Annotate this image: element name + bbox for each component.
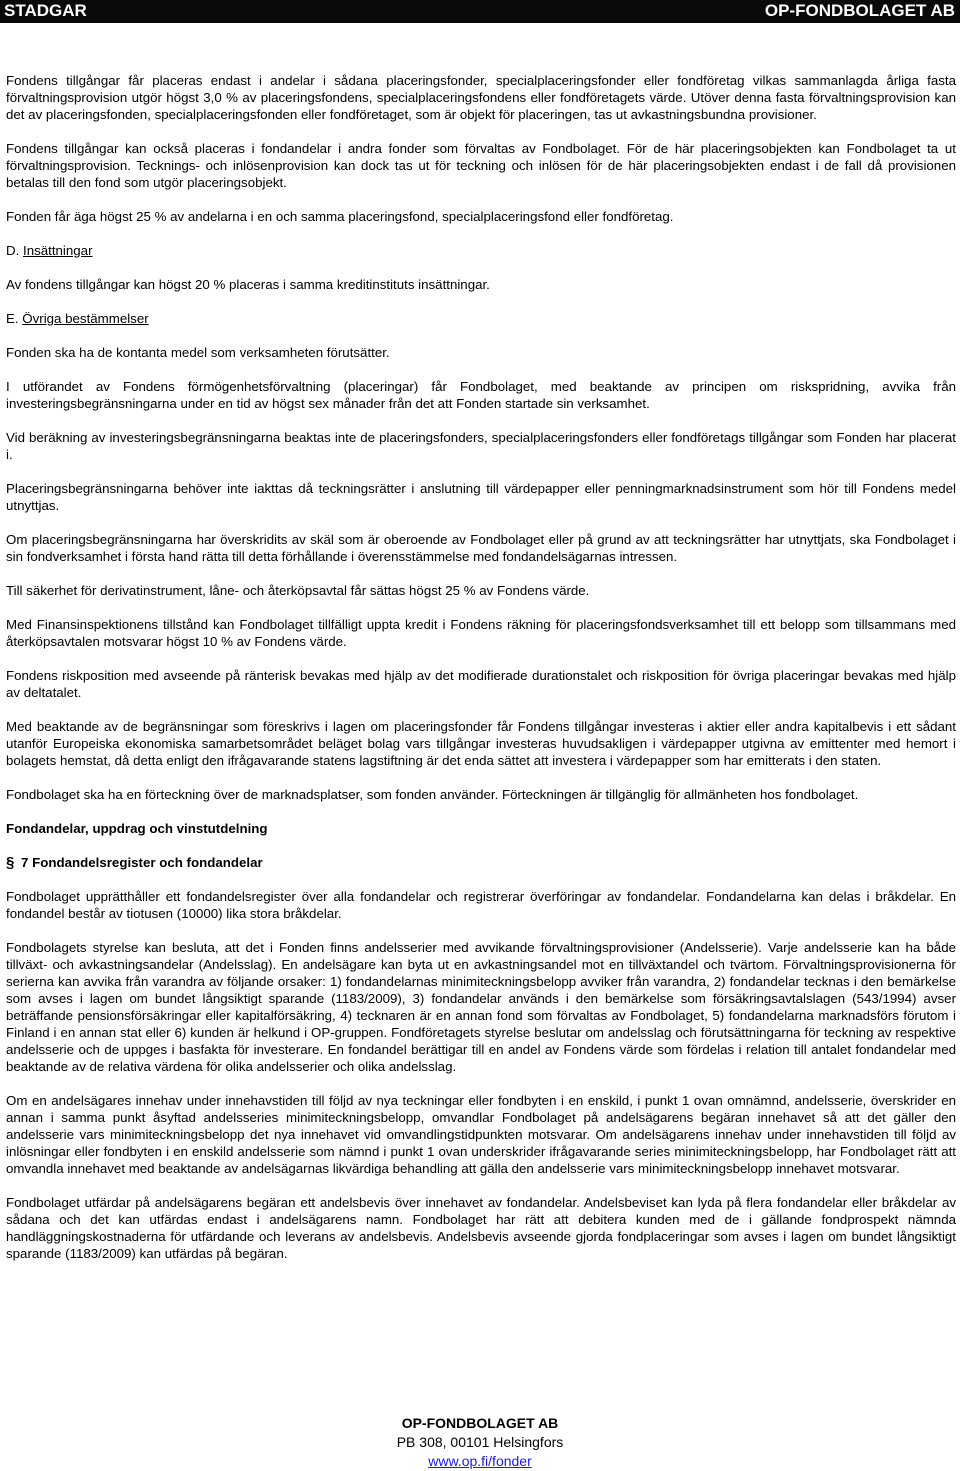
- paragraph: Fondens tillgångar kan också placeras i fondandelar i andra fonder som förvaltas av Fondbolaget. För de här placeringsobjekten kan Fondbolaget ta ut förvaltningsprovision. Tecknings- och inlösenprovision kan dock tas ut för teckning och inlösen för de här placeringsobjekten endast i de fall då provisionen betalas till den fond som utgör placeringsobjekt.: [6, 141, 956, 190]
- heading-text: Insättningar: [23, 243, 93, 258]
- paragraph: Fondbolaget ska ha en förteckning över de marknadsplatser, som fonden använder. Förteckningen är tillgänglig för allmänheten hos fondbolaget.: [6, 787, 859, 802]
- paragraph: Om placeringsbegränsningarna har överskridits av skäl som är oberoende av Fondbolaget eller på grund av att teckningsrätter har utnyttjats, ska Fondbolaget i sin fondverksamhet i första hand rätta till detta förhållande i överensstämmelse med fondandelsägarnas intressen.: [6, 532, 956, 564]
- heading-letter: D.: [6, 243, 20, 258]
- document-header: [0, 0, 960, 23]
- section-title: 7 Fondandelsregister och fondandelar: [21, 855, 263, 870]
- paragraph: Fondbolagets styrelse kan besluta, att det i Fonden finns andelsserier med avvikande förvaltningsprovisioner (Andelsserie). Varje andelsserie kan ha både tillväxt- och avkastningsandelar (Andelsslag). En andelsägare kan byta ut en avkastningsandel mot en tillväxtandel och tvärtom. Förvaltningsprovisionerna för serierna kan avvika från varandra av följande orsaker: 1) fondandelarnas minimiteckningsbelopp avviker från varandra, 2) fondandelar tecknas i den bemärkelse som avses i lagen om bundet långsiktigt sparande (1183/2009), 3) fondandelar används i den bemärkelse som försäkringsavtalslagen (543/1994) avser beträffande pensionsförsäkringar eller kapitalförsäkring, 4) tecknaren är en annan fond som förvaltas av Fondbolaget, 5) fondandelarna marknadsförs förutom i Finland i en annan stat eller 6) kunden är helkund i OP-gruppen. Fondföretagets styrelse beslutar om andelsslag och förutsättningarna för teckning av respektive andelsserie och de uppges i basfakta för investerare. En fondandel berättigar till en andel av Fondens värde som fördelas i relation till antalet fondandelar med beaktande av de relativa värdena för olika andelsserier och olika andelsslag.: [6, 940, 956, 1074]
- paragraph: Fonden får äga högst 25 % av andelarna i en och samma placeringsfond, specialplaceringsfond eller fondföretag.: [6, 209, 674, 224]
- paragraph: Fondbolaget upprätthåller ett fondandelsregister över alla fondandelar och registrerar överföringar av fondandelar. Fondandelarna kan delas i bråkdelar. En fondandel består av tiotusen (10000) lika stora bråkdelar.: [6, 889, 956, 921]
- heading-letter: E.: [6, 311, 19, 326]
- paragraph: Fonden ska ha de kontanta medel som verksamheten förutsätter.: [6, 345, 390, 360]
- section-sign-icon: §: [6, 854, 15, 871]
- main-heading: Fondandelar, uppdrag och vinstutdelning: [6, 821, 268, 836]
- footer-website-link[interactable]: www.op.fi/fonder: [428, 1453, 532, 1469]
- footer-address: PB 308, 00101 Helsingfors: [396, 1434, 564, 1450]
- footer-company: OP-FONDBOLAGET AB: [401, 1415, 559, 1431]
- paragraph: Fondbolaget utfärdar på andelsägarens begäran ett andelsbevis över innehavet av fondandelar. Andelsbeviset kan lyda på flera fondandelar eller bråkdelar av sådana och det kan utfärdas endast i andelsägarens namn. Fondbolaget har rätt att debitera kunden med de i gällande fondprospekt nämnda handläggningskostnaderna för utfärdande och leverans av andelsbevis. Andelsbevis avseende gjorda fondplaceringar som avses i lagen om bundet långsiktigt sparande (1183/2009) kan utfärdas på begäran.: [6, 1195, 956, 1261]
- paragraph: Placeringsbegränsningarna behöver inte iakttas då teckningsrätter i anslutning till värdepapper eller penningmarknadsinstrument som hör till Fondens medel utnyttjas.: [6, 481, 956, 513]
- paragraph: Med beaktande av de begränsningar som föreskrivs i lagen om placeringsfonder får Fondens tillgångar investeras i aktier eller andra kapitalbevis i ett sådant utanför Europeiska ekonomiska samarbetsområdet beläget bolag vars tillgångar investeras huvudsakligen i värdepapper utgivna av emittenter med hemort i bolagets hemstat, då detta enligt den ifrågavarande statens lagstiftning är det enda sättet att investera i värdepapper som har emitterats i den staten.: [6, 719, 956, 768]
- paragraph: Med Finansinspektionens tillstånd kan Fondbolaget tillfälligt uppta kredit i Fondens räkning för placeringsfondsverksamhet till ett belopp som tillsammans med återköpsavtalen motsvarar högst 10 % av Fondens värde.: [6, 617, 956, 649]
- paragraph: I utförandet av Fondens förmögenhetsförvaltning (placeringar) får Fondbolaget, med beaktande av principen om riskspridning, avvika från investeringsbegränsningarna under en tid av högst sex månader från det att Fonden startade sin verksamhet.: [6, 379, 956, 411]
- section-heading-e: [6, 310, 956, 327]
- document-body: [6, 72, 956, 1279]
- paragraph: Till säkerhet för derivatinstrument, låne- och återköpsavtal får sättas högst 25 % av Fondens värde.: [6, 583, 590, 598]
- paragraph: Fondens tillgångar får placeras endast i andelar i sådana placeringsfonder, specialplaceringsfonder eller fondföretag vilkas sammanlagda årliga fasta förvaltningsprovision utgör högst 3,0 % av placeringsfondens, specialplaceringsfondens eller fondföretagets värde. Utöver denna fasta förvaltningsprovision kan det av placeringsfonden, specialplaceringsfonden eller fondföretaget, som är objekt för placeringen, tas ut avkastningsbundna provisioner.: [6, 73, 956, 122]
- document-footer: [0, 1414, 960, 1471]
- header-title: STADGAR: [4, 1, 87, 20]
- section-7-heading: [6, 854, 956, 871]
- section-heading-d: [6, 242, 956, 259]
- paragraph: Vid beräkning av investeringsbegränsningarna beaktas inte de placeringsfonders, specialplaceringsfonders eller fondföretags tillgångar som Fonden har placerat i.: [6, 430, 956, 462]
- paragraph: Fondens riskposition med avseende på ränterisk bevakas med hjälp av det modifierade durationstalet och riskposition för övriga placeringar bevakas med hjälp av deltatalet.: [6, 668, 956, 700]
- heading-text: Övriga bestämmelser: [22, 311, 149, 326]
- header-company: OP-FONDBOLAGET AB: [764, 1, 955, 20]
- paragraph: Av fondens tillgångar kan högst 20 % placeras i samma kreditinstituts insättningar.: [6, 277, 490, 292]
- paragraph: Om en andelsägares innehav under innehavstiden till följd av nya teckningar eller fondbyten i en enskild, i punkt 1 ovan omnämnd, andelsserie, överskrider en annan i samma punkt åsyftad andelsseries minimiteckningsbelopp, omvandlar Fondbolaget på andelsägarens begäran innehavet så att det gäller den andelsserie vars minimiteckningsbelopp det nya innehavet vid omvandlingstidpunkten motsvarar. Om andelsägarens innehav under innehavstiden till följd av inlösningar eller fondbyten i en enskild andelsserie som nämnd i punkt 1 ovan underskrider ifrågavarande series minimiteckningsbelopp, har Fondbolaget rätt att omvandla innehavet med beaktande av andelsägarnas likvärdiga behandling att gälla den andelsserie vars minimiteckningsbelopp innehavet motsvarar.: [6, 1093, 956, 1176]
